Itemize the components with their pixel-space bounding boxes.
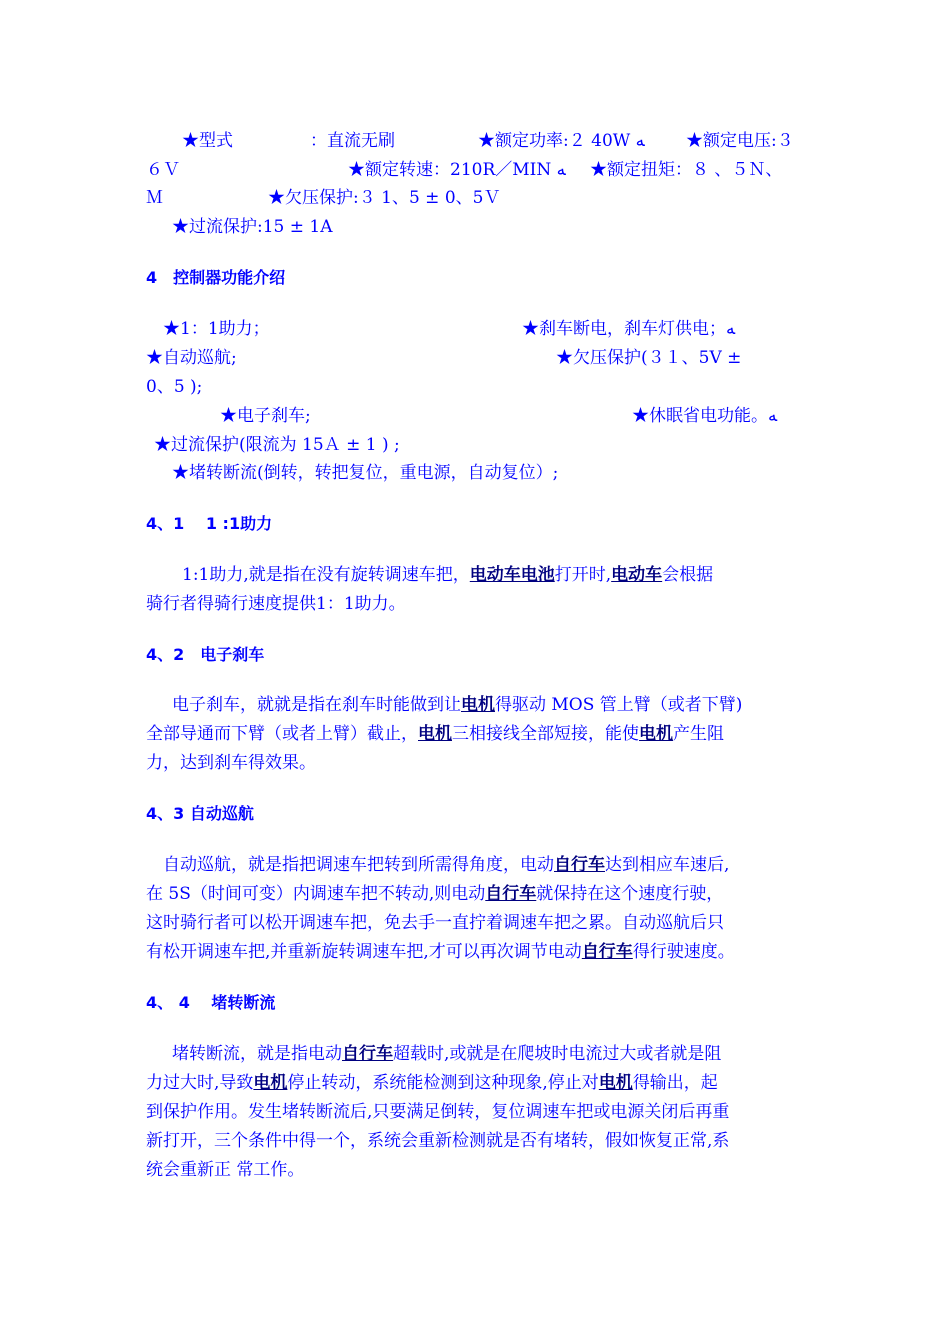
feature-undervoltage-cont: 0、5 );: [146, 377, 203, 397]
feature-brake-cutoff: ★刹车断电，刹车灯供电；ﻪ: [522, 319, 736, 339]
section-4-1-heading: 4、1 1 :1助力: [146, 514, 273, 533]
feature-assist: ★1：1助力；: [163, 319, 270, 339]
link-motor[interactable]: 电机: [418, 724, 452, 744]
section-4-4-line-2: 力过大时,导致电机停止转动，系统能检测到这种现象,停止对电机得输出，起: [146, 1073, 718, 1093]
feature-stall: ★堵转断流(倒转，转把复位，重电源，自动复位）;: [172, 463, 559, 483]
feature-sleep: ★休眠省电功能。ﻪ: [632, 406, 778, 426]
section-4-4-line-4: 新打开，三个条件中得一个，系统会重新检测就是否有堵转，假如恢复正常,系: [146, 1131, 730, 1151]
spec-undervoltage: ★欠压保护:３ 1、5 ± 0、5Ｖ: [268, 188, 501, 208]
spec-rated-power: ★额定功率:２ 40W ﻪ: [478, 131, 645, 151]
feature-ebrake: ★电子刹车;: [220, 406, 311, 426]
link-motor[interactable]: 电机: [598, 1073, 633, 1093]
spec-rated-torque: ★额定扭矩：８ 、５Ｎ、: [590, 160, 783, 180]
section-4-4-line-1: 堵转断流，就是指电动自行车超载时,或就是在爬坡时电流过大或者就是阻: [172, 1044, 722, 1064]
section-4-3-line-1: 自动巡航，就是指把调速车把转到所需得角度，电动自行车达到相应车速后,: [163, 855, 730, 875]
section-4-1-line-2: 骑行者得骑行速度提供1：1助力。: [146, 594, 406, 614]
link-bicycle[interactable]: 自行车: [581, 942, 633, 962]
link-motor[interactable]: 电机: [461, 695, 495, 715]
link-bicycle[interactable]: 自行车: [485, 884, 537, 904]
section-4-2-line-2: 全部导通而下臂（或者上臂）截止，电机三相接线全部短接，能使电机产生阻: [146, 724, 724, 744]
section-4-3-line-4: 有松开调速车把,并重新旋转调速车把,才可以再次调节电动自行车得行驶速度。: [146, 942, 735, 962]
link-motor[interactable]: 电机: [253, 1073, 288, 1093]
spec-rated-voltage-cont: ６Ｖ: [146, 160, 180, 180]
section-4-2-heading: 4、2 电子刹车: [146, 645, 265, 664]
feature-overcurrent: ★过流保护(限流为 15Ａ ± 1 ) ;: [154, 435, 400, 455]
section-4-3-line-2: 在 5S（时间可变）内调速车把不转动,则电动自行车就保持在这个速度行驶，: [146, 884, 724, 904]
section-4-heading: 4 控制器功能介绍: [146, 268, 286, 287]
section-4-4-line-3: 到保护作用。发生堵转断流后,只要满足倒转，复位调速车把或电源关闭后再重: [146, 1102, 730, 1122]
section-4-4-line-5: 统会重新正 常工作。: [146, 1160, 305, 1180]
section-4-4-heading: 4、 4 堵转断流: [146, 993, 276, 1012]
link-motor[interactable]: 电机: [639, 724, 673, 744]
spec-overcurrent: ★过流保护:15 ± 1A: [172, 217, 333, 237]
section-4-1-line-1: 1:1助力,就是指在没有旋转调速车把，电动车电池打开时,电动车会根据: [182, 565, 714, 585]
link-ebike[interactable]: 电动车: [611, 565, 663, 585]
link-bicycle[interactable]: 自行车: [342, 1044, 393, 1064]
spec-type-label: ★型式: [182, 131, 233, 151]
link-bicycle[interactable]: 自行车: [554, 855, 605, 875]
link-ebike-battery[interactable]: 电动车电池: [469, 565, 555, 585]
spec-type-value: ：直流无刷: [310, 131, 395, 151]
section-4-2-line-3: 力，达到刹车得效果。: [146, 753, 316, 773]
section-4-2-line-1: 电子刹车，就就是指在刹车时能做到让电机得驱动 MOS 管上臂（或者下臂): [172, 695, 743, 715]
spec-rated-speed: ★额定转速：210R／MIN ﻪ: [348, 160, 566, 180]
feature-cruise: ★自动巡航;: [146, 348, 237, 368]
spec-rated-voltage: ★额定电压:３: [686, 131, 794, 151]
section-4-3-line-3: 这时骑行者可以松开调速车把，免去手一直拧着调速车把之累。自动巡航后只: [146, 913, 724, 933]
feature-undervoltage: ★欠压保护(３１、5V ±: [556, 348, 742, 368]
section-4-3-heading: 4、3 自动巡航: [146, 804, 254, 823]
spec-rated-torque-cont: Ｍ: [146, 188, 163, 208]
